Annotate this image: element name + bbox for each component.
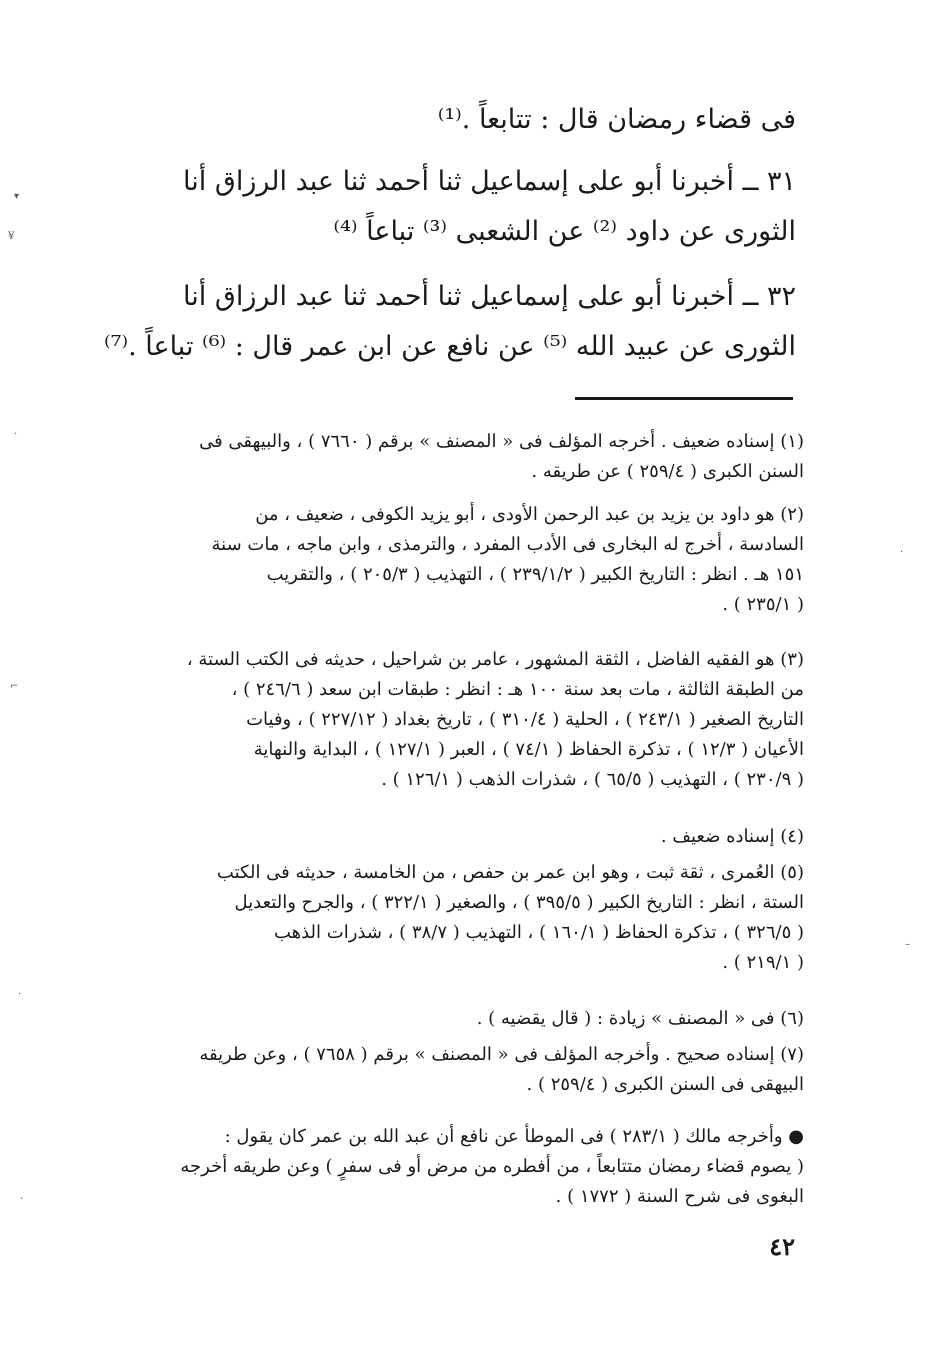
- footnote-line: (٤) إسناده ضعيف .: [660, 826, 804, 847]
- footnote-1: [132, 427, 804, 487]
- footnote-line: الأعيان ( ١٢/٣ ) ، تذكرة الحفاظ ( ٧٤/١ ) ، العبر ( ١٢٧/١ ) ، البداية والنهاية: [253, 739, 804, 760]
- scan-mark: ·: [900, 547, 904, 558]
- footnote-line: (١) إسناده ضعيف . أخرجه المؤلف فى « المصنف » برقم ( ٧٦٦٠ ) ، والبيهقى فى: [199, 431, 804, 452]
- footnote-5: [132, 858, 804, 978]
- scan-mark: ▾: [14, 191, 20, 202]
- footnote-line: ( ٢٣٥/١ ) .: [722, 594, 804, 615]
- paragraph-31-line-2: الثورى عن داود ⁽²⁾ عن الشعبى ⁽³⁾ تباعاً ⁽⁴⁾: [333, 216, 796, 247]
- footnote-line: ● وأخرجه مالك ( ٢٨٣/١ ) فى الموطأ عن نافع أن عبد الله بن عمر كان يقول :: [224, 1126, 804, 1147]
- scan-mark: ¥: [8, 231, 15, 242]
- footnote-line: ( ٢٣٠/٩ ) ، التهذيب ( ٦٥/٥ ) ، شذرات الذهب ( ١٢٦/١ ) .: [381, 769, 804, 790]
- footnote-line: (٢) هو داود بن يزيد بن عبد الرحمن الأودى ، أبو يزيد الكوفى ، ضعيف ، من: [255, 504, 804, 525]
- footnote-line: (٣) هو الفقيه الفاضل ، الثقة المشهور ، عامر بن شراحيل ، حديثه فى الكتب الستة ،: [186, 649, 804, 670]
- footnote-line: (٧) إسناده صحيح . وأخرجه المؤلف فى « المصنف » برقم ( ٧٦٥٨ ) ، وعن طريقه: [199, 1044, 804, 1065]
- paragraph-32-line-1: ٣٢ ــ أخبرنا أبو على إسماعيل ثنا أحمد ثنا عبد الرزاق أنا: [183, 281, 796, 312]
- main-text-line: فى قضاء رمضان قال : تتابعاً .⁽¹⁾: [437, 104, 796, 135]
- main-text-line-1-block: [110, 95, 796, 145]
- footnote-2: [132, 500, 804, 620]
- scan-mark: –: [905, 939, 910, 950]
- footnote-note: [132, 1122, 804, 1212]
- paragraph-32: [103, 272, 796, 372]
- footnote-line: من الطبقة الثالثة ، مات بعد سنة ١٠٠ هـ : انظر : طبقات ابن سعد ( ٢٤٦/٦ ) ،: [231, 679, 804, 700]
- footnote-line: السادسة ، أخرج له البخارى فى الأدب المفرد ، والترمذى ، وابن ماجه ، مات سنة: [211, 534, 804, 555]
- footnote-line: (٥) العُمرى ، ثقة ثبت ، وهو ابن عمر بن حفص ، من الخامسة ، حديثه فى الكتب: [216, 862, 804, 883]
- footnote-line: ( ٣٢٦/٥ ) ، تذكرة الحفاظ ( ١٦٠/١ ) ، التهذيب ( ٣٨/٧ ) ، شذرات الذهب: [273, 922, 804, 943]
- paragraph-31-line-1: ٣١ ــ أخبرنا أبو على إسماعيل ثنا أحمد ثنا عبد الرزاق أنا: [183, 166, 796, 197]
- footnote-line: الستة ، انظر : التاريخ الكبير ( ٣٩٥/٥ ) ، والصغير ( ٣٢٢/١ ) ، والجرح والتعديل: [234, 892, 804, 913]
- scan-mark: ⌐: [10, 681, 19, 692]
- footnote-line: ( يصوم قضاء رمضان متتابعاً ، من أفطره من مرض أو فى سفرٍ ) وعن طريقه أخرجه: [180, 1156, 804, 1177]
- footnote-line: (٦) فى « المصنف » زيادة : ( قال يقضيه ) .: [476, 1008, 804, 1029]
- scan-mark: ·: [14, 429, 18, 440]
- footnote-line: ( ٢١٩/١ ) .: [722, 952, 804, 973]
- scan-mark: ·: [18, 989, 22, 1000]
- footnote-4: [132, 822, 804, 852]
- scan-mark: ·: [20, 1194, 24, 1205]
- paragraph-32-line-2: الثورى عن عبيد الله ⁽⁵⁾ عن نافع عن ابن عمر قال : ⁽⁶⁾ تباعاً .⁽⁷⁾: [103, 331, 796, 362]
- footnote-line: التاريخ الصغير ( ٢٤٣/١ ) ، الحلية ( ٣١٠/٤ ) ، تاريخ بغداد ( ٢٢٧/١٢ ) ، وفيات: [246, 709, 804, 730]
- page-number: ٤٢: [769, 1232, 795, 1261]
- footnote-6: [132, 1004, 804, 1034]
- footnote-7: [132, 1040, 804, 1100]
- footnote-line: البيهقى فى السنن الكبرى ( ٢٥٩/٤ ) .: [526, 1074, 804, 1095]
- footnote-line: ١٥١ هـ . انظر : التاريخ الكبير ( ٢٣٩/١/٢ ) ، التهذيب ( ٢٠٥/٣ ) ، والتقريب: [266, 564, 804, 585]
- footnote-separator-rule: [575, 397, 793, 400]
- footnote-line: السنن الكبرى ( ٢٥٩/٤ ) عن طريقه .: [531, 461, 804, 482]
- footnote-3: [132, 645, 804, 795]
- footnote-line: البغوى فى شرح السنة ( ١٧٧٢ ) .: [555, 1186, 804, 1207]
- paragraph-31: [110, 157, 796, 257]
